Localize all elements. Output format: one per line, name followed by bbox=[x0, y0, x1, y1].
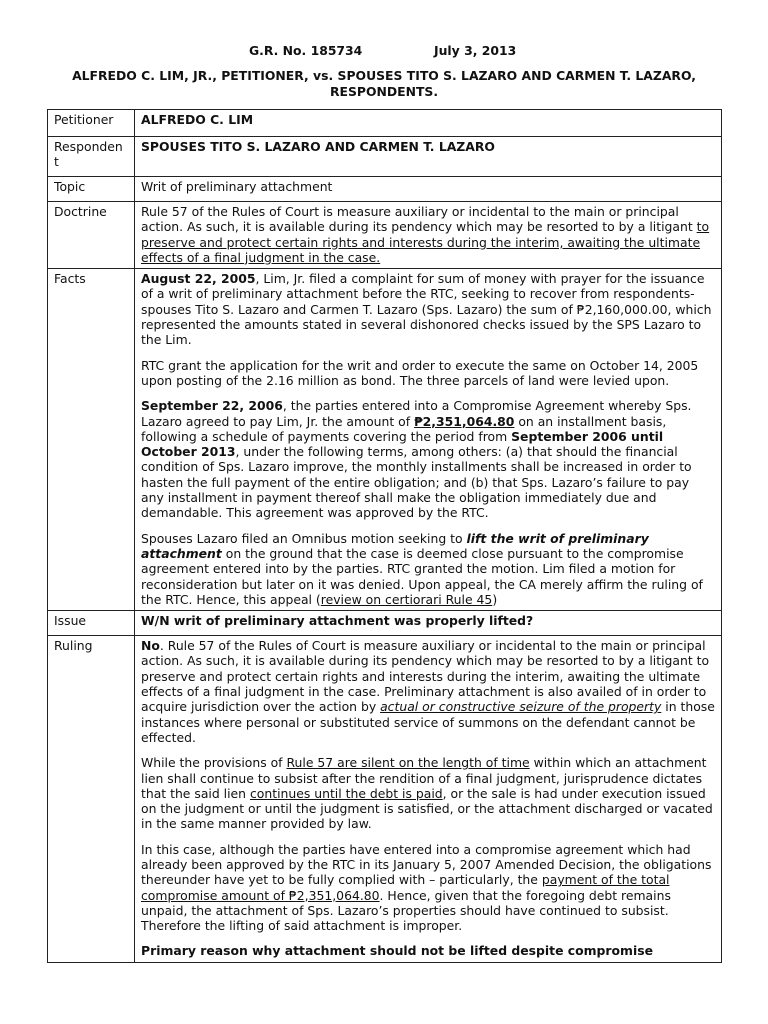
label-respondent bbox=[48, 137, 135, 177]
label-respondent-line2: t bbox=[54, 154, 59, 170]
facts-emphasis: lift the writ of preliminary attachment bbox=[141, 530, 649, 561]
ruling-text-1a: . Rule 57 of the Rules of Court is measure auxiliary or incidental to the main or principal action. As such, it is available during its pendency which may be resorted to by a litigant to preserve and protect certain rights and interests during the interim, awaiting the ultimate effects of a final judgment in the case. Preliminary attachment is also availed of in order to acquire jurisdiction over the action by bbox=[141, 638, 710, 715]
case-parties-title: ALFREDO C. LIM, JR., PETITIONER, vs. SPOUSES TITO S. LAZARO AND CARMEN T. LAZARO, RESPONDENTS. bbox=[72, 68, 696, 99]
facts-paragraph-3 bbox=[141, 398, 715, 520]
ruling-text-2c: , or the sale is had under execution issued on the judgment or until the judgment is satisfied, or the attachment discharged or vacated in the same manner provided by law. bbox=[141, 785, 713, 832]
case-header bbox=[0, 43, 768, 59]
ruling-emphasis: actual or constructive seizure of the property bbox=[380, 699, 662, 715]
ruling-paragraph-2 bbox=[141, 755, 715, 831]
row-facts bbox=[48, 269, 722, 611]
facts-appeal-reference: review on certiorari Rule 45 bbox=[320, 591, 493, 607]
case-digest-table bbox=[47, 109, 722, 963]
facts-text-4a: Spouses Lazaro filed an Omnibus motion seeking to bbox=[141, 530, 467, 546]
facts-paragraph-2: RTC grant the application for the writ and order to execute the same on October 14, 2005 upon posting of the 2.16 million as bond. The three parcels of land were levied upon. bbox=[141, 357, 699, 388]
label-facts: Facts bbox=[48, 269, 135, 611]
ruling-answer: No bbox=[141, 638, 160, 654]
ruling-text-1b: in those instances where personal or substituted service of summons on the defendant cannot be effected. bbox=[141, 699, 715, 745]
row-respondent bbox=[48, 137, 722, 177]
ruling-text-3b: . Hence, given that the foregoing debt remains unpaid, the attachment of Sps. Lazaro’s properties should have continued to subsist. Therefore the lifting of said attachment is improper. bbox=[141, 887, 671, 934]
label-petitioner: Petitioner bbox=[48, 110, 135, 137]
facts-text-4b: on the ground that the case is deemed close pursuant to the compromise agreement entered into by the parties. RTC granted the motion. Lim filed a motion for reconsideration but later on it was denied. Upon appeal, the CA merely affirm the ruling of the RTC. Hence, this appeal ( bbox=[141, 545, 703, 607]
ruling-text-3a: In this case, although the parties have entered into a compromise agreement which had already been approved by the RTC in its January 5, 2007 Amended Decision, the obligations thereunder have yet to be fully complied with – particularly, the bbox=[141, 841, 712, 888]
row-ruling bbox=[48, 636, 722, 963]
facts-amount: ₱2,351,064.80 bbox=[414, 413, 515, 429]
row-doctrine bbox=[48, 202, 722, 269]
row-topic bbox=[48, 177, 722, 202]
facts-paragraph-4 bbox=[141, 531, 715, 607]
value-doctrine bbox=[135, 202, 722, 269]
facts-date-2: September 22, 2006 bbox=[141, 398, 283, 414]
label-ruling: Ruling bbox=[48, 636, 135, 963]
facts-text-3a: , the parties entered into a Compromise Agreement whereby Sps. Lazaro agreed to pay Lim, Jr. the amount of bbox=[141, 398, 692, 429]
ruling-text-2b: within which an attachment lien shall continue to subsist after the rendition of a final judgment, jurisprudence dictates that the said lien bbox=[141, 755, 707, 801]
value-petitioner: ALFREDO C. LIM bbox=[135, 110, 722, 137]
value-topic: Writ of preliminary attachment bbox=[135, 177, 722, 202]
value-ruling bbox=[135, 636, 722, 963]
label-topic: Topic bbox=[48, 177, 135, 202]
ruling-paragraph-3 bbox=[141, 842, 715, 934]
facts-period: September 2006 until October 2013 bbox=[141, 428, 664, 460]
ruling-text-2a: While the provisions of bbox=[141, 755, 287, 771]
row-petitioner bbox=[48, 110, 722, 137]
label-doctrine: Doctrine bbox=[48, 202, 135, 269]
doctrine-underlined: to preserve and protect certain rights and interests during the interim, awaiting the ultimate effects of a final judgment in the case. bbox=[141, 219, 710, 265]
facts-text-3b: on an installment basis, following a schedule of payments covering the period from bbox=[141, 413, 667, 444]
doctrine-text: Rule 57 of the Rules of Court is measure auxiliary or incidental to the main or principal action. As such, it is available during its pendency which may be resorted to by a litigant bbox=[141, 204, 697, 235]
facts-text-3c: , under the following terms, among others: (a) that should the financial condition of Sps. Lazaro improve, the monthly installments shall be increased in order to hasten the full payment of the entire obligation; and (b) that Sps. Lazaro’s failure to pay any installment in payment thereof shall make the obligation immediately due and demandable. This agreement was approved by the RTC. bbox=[141, 444, 692, 521]
row-issue bbox=[48, 611, 722, 636]
facts-text-1: , Lim, Jr. filed a complaint for sum of money with prayer for the issuance of a writ of preliminary attachment before the RTC, seeking to recover from respondents-spouses Tito S. Lazaro and Carmen T. Lazaro (Sps. Lazaro) the sum of ₱2,160,000.00, which represented the amounts stated in several dishonored checks issued by the SPS Lazaro to the Lim. bbox=[141, 271, 712, 348]
facts-date-1: August 22, 2005 bbox=[141, 271, 256, 287]
facts-paragraph-1 bbox=[141, 271, 715, 347]
doctrine-paragraph bbox=[141, 204, 715, 265]
facts-text-4c: ) bbox=[492, 591, 498, 607]
ruling-underline-3: payment of the total compromise amount of ₱2,351,064.80 bbox=[141, 872, 670, 903]
ruling-underline-2: continues until the debt is paid bbox=[249, 785, 443, 801]
ruling-paragraph-4: Primary reason why attachment should not be lifted despite compromise bbox=[141, 943, 653, 959]
value-respondent: SPOUSES TITO S. LAZARO AND CARMEN T. LAZARO bbox=[135, 137, 722, 177]
ruling-underline-1: Rule 57 are silent on the length of time bbox=[286, 755, 530, 771]
value-issue: W/N writ of preliminary attachment was properly lifted? bbox=[135, 611, 722, 636]
label-issue: Issue bbox=[48, 611, 135, 636]
label-respondent-line1: Responden bbox=[54, 139, 123, 154]
value-facts bbox=[135, 269, 722, 611]
ruling-paragraph-1 bbox=[141, 638, 715, 745]
case-date: July 3, 2013 bbox=[434, 43, 517, 58]
gr-number: G.R. No. 185734 bbox=[249, 43, 363, 58]
